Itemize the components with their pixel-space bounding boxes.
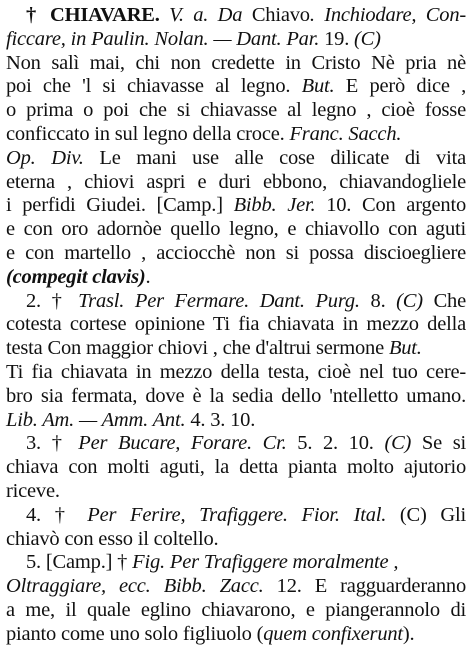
entry-line	[6, 3, 466, 27]
entry-line	[6, 503, 466, 527]
entry-text: Per Bucare, Forare. Cr.	[78, 432, 287, 455]
entry-line	[6, 241, 466, 265]
entry-text: 19.	[324, 27, 355, 50]
entry-line	[6, 336, 466, 360]
entry-text: 4. 3. 10.	[185, 408, 256, 431]
entry-text: bro sia fermata, dove è la sedia dello 'ntelletto umano.	[6, 384, 466, 407]
entry-text: Per Ferire, Trafiggere. Fior. Ital.	[87, 503, 387, 526]
entry-text: testa Con maggior chiovi , che d'altrui sermone	[6, 337, 389, 360]
entry-text: (C)	[354, 27, 381, 50]
entry-text: i perfidi Giudei. [Camp.]	[6, 194, 234, 217]
entry-text: e con martello , acciocchè non si possa discioegliere	[6, 242, 466, 264]
entry-text: Le mani use alle cose dilicate di vita	[83, 146, 466, 169]
entry-text: Trasl. Per Fermare. Dant. Purg.	[78, 289, 360, 312]
entry-text: Franc. Sacch.	[289, 123, 402, 145]
entry-text: (compegit clavis)	[6, 265, 146, 288]
entry-text: .	[145, 265, 151, 288]
entry-text: Lib. Am. — Amm. Ant.	[6, 408, 186, 431]
entry-line	[6, 527, 466, 551]
entry-text: poi che 'l si chiavasse al legno.	[6, 75, 302, 98]
entry-line	[6, 27, 466, 51]
entry-text: 5. [Camp.] †	[26, 551, 133, 574]
entry-text: But.	[388, 337, 422, 360]
entry-line	[6, 550, 466, 574]
entry-line	[6, 431, 466, 455]
entry-text: o prima o poi che si chiavasse al legno , cioè fosse	[6, 99, 466, 122]
entry-text: chiavò con esso il coltello.	[6, 527, 219, 550]
entry-line	[6, 265, 466, 289]
entry-line	[6, 98, 466, 122]
entry-line	[6, 289, 466, 313]
entry-line	[6, 217, 466, 241]
entry-text: E però dice ,	[334, 75, 466, 98]
entry-text: (C)	[384, 432, 412, 455]
entry-text: (C) Gli	[386, 503, 466, 526]
entry-text: conficcato in sul legno della croce.	[6, 123, 290, 145]
entry-text: eterna , chiovi aspri e duri ebbono, chiavandogliele	[6, 170, 466, 193]
entry-text: riceve.	[6, 480, 60, 502]
entry-text: chiava con molti aguti, la detta pianta molto ajutorio	[6, 456, 466, 479]
entry-line	[6, 146, 466, 170]
entry-line	[6, 360, 466, 384]
entry-text: pianto come uno solo figliuolo (	[6, 622, 264, 645]
entry-text: 8.	[359, 289, 397, 312]
entry-line	[6, 122, 466, 146]
entry-line	[6, 598, 466, 622]
entry-line	[6, 193, 466, 217]
entry-text: Op. Div.	[6, 146, 84, 169]
entry-line	[6, 479, 466, 503]
entry-line	[6, 312, 466, 336]
entry-line	[6, 384, 466, 408]
entry-text: Oltraggiare, ecc. Bibb. Zacc.	[6, 575, 264, 598]
entry-text: But.	[301, 75, 335, 98]
entry-line	[6, 51, 466, 75]
entry-line	[6, 622, 466, 646]
entry-text: 4. †	[26, 503, 88, 526]
entry-text: e con oro adornòe quello legno, e chiavollo con aguti	[6, 218, 466, 241]
entry-text: Che	[422, 289, 466, 312]
entry-text: 3. †	[26, 432, 79, 455]
entry-text: 2. †	[26, 289, 79, 312]
entry-text: Ti fia chiavata in mezzo della testa, cioè nel tuo cere-	[6, 361, 466, 383]
entry-text: quem confixerunt	[263, 622, 403, 645]
entry-text: Se si	[411, 432, 466, 455]
entry-text: Bibb. Jer.	[233, 194, 316, 217]
entry-text: V. a. Da	[159, 4, 252, 26]
entry-text: Non salì mai, chi non credette in Cristo Nè pria nè	[6, 51, 466, 74]
entry-text: (C)	[396, 289, 423, 312]
entry-line	[6, 74, 466, 98]
entry-line	[6, 170, 466, 194]
entry-text: † CHIAVARE.	[26, 4, 160, 26]
entry-text: 12. E ragguarderanno	[263, 575, 467, 598]
entry-text: . Inchiodare, Con-	[309, 4, 467, 26]
entry-text: 5. 2. 10.	[286, 432, 385, 455]
entry-line	[6, 455, 466, 479]
entry-text: 10. Con argento	[315, 194, 466, 217]
entry-text: ).	[402, 622, 415, 645]
entry-line	[6, 574, 466, 598]
entry-text: ficcare, in Paulin. Nolan. — Dant. Par.	[6, 27, 325, 50]
entry-text: a me, il quale eglino chiavarono, e piangerannolo di	[6, 599, 466, 621]
entry-text: cotesta cortese opinione Ti fia chiavata in mezzo della	[6, 313, 466, 336]
entry-text: Chiavo	[251, 4, 310, 26]
entry-text: Fig. Per Trafiggere moralmente ,	[132, 551, 399, 574]
entry-line	[6, 408, 466, 432]
